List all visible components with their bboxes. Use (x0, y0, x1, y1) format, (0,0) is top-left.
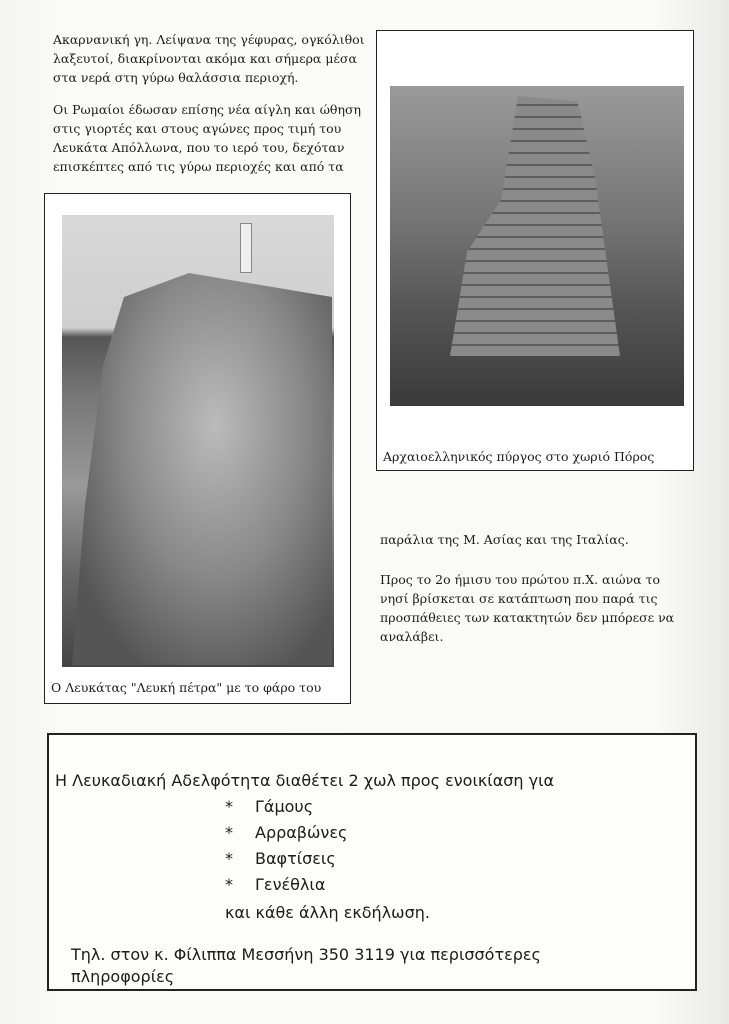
text-line: επισκέπτες από τις γύρω περιοχές και από τα (53, 159, 344, 174)
notice-closing: και κάθε άλλη εκδήλωση. (225, 903, 430, 922)
text-line: παράλια της Μ. Ασίας και της Ιταλίας. (380, 532, 629, 547)
notice-headline: Η Λευκαδιακή Αδελφότητα διαθέτει 2 χωλ προς ενοικίαση για (55, 771, 555, 790)
notice-item: Αρραβώνες (255, 823, 348, 842)
bullet-icon: * (225, 849, 233, 868)
text-line: Προς το 2ο ήμισυ του πρώτου π.Χ. αιώνα το (380, 572, 661, 587)
hall-rental-notice (47, 733, 697, 991)
notice-item: Γενέθλια (255, 875, 326, 894)
cliff-shape (72, 265, 332, 665)
tower-shape (450, 96, 620, 356)
text-line: προσπάθειες των κατακτητών δεν μπόρεσε να (380, 610, 675, 625)
text-line: αναλάβει. (380, 629, 444, 644)
notice-item: Γάμους (255, 797, 314, 816)
lefkatas-cliff-photo (62, 215, 334, 667)
bullet-icon: * (225, 875, 233, 894)
left-photo-frame (44, 193, 351, 704)
ancient-tower-photo (390, 86, 684, 406)
left-paragraph-2 (53, 100, 361, 176)
right-photo-caption: Αρχαιοελληνικός πύργος στο χωριό Πόρος (383, 449, 655, 464)
right-photo-frame (376, 30, 694, 471)
text-line: Οι Ρωμαίοι έδωσαν επίσης νέα αίγλη και ώθηση (53, 102, 361, 117)
text-line: λαξευτοί, διακρίνονται ακόμα και σήμερα μέσα (53, 51, 357, 66)
text-line: νησί βρίσκεται σε κατάπτωση που παρά τις (380, 591, 658, 606)
left-photo-caption: Ο Λευκάτας "Λευκή πέτρα" με το φάρο του (51, 680, 322, 695)
bullet-icon: * (225, 823, 233, 842)
notice-item: Βαφτίσεις (255, 849, 336, 868)
notice-contact: πληροφορίες (71, 967, 175, 986)
text-line: στα νερά στη γύρω θαλάσσια περιοχή. (53, 70, 299, 85)
text-line: Λευκάτα Απόλλωνα, που το ιερό του, δεχόταν (53, 140, 345, 155)
left-paragraph-1 (53, 30, 365, 87)
text-line: Ακαρνανική γη. Λείψανα της γέφυρας, ογκόλιθοι (53, 32, 365, 47)
text-line: στις γιορτές και στους αγώνες προς τιμή του (53, 121, 342, 136)
bullet-icon: * (225, 797, 233, 816)
lighthouse-shape (240, 223, 252, 273)
right-paragraph-1 (380, 530, 629, 549)
right-paragraph-2 (380, 570, 674, 646)
notice-contact: Τηλ. στον κ. Φίλιππα Μεσσήνη 350 3119 για περισσότερες (71, 945, 541, 964)
